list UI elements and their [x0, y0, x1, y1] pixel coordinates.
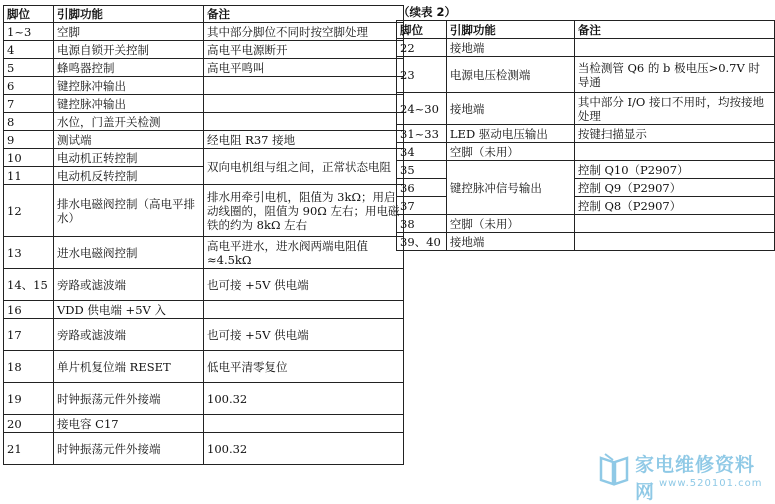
pin-cell: 36 — [397, 179, 447, 197]
function-cell: 接地端 — [446, 93, 574, 125]
note-cell: 低电平清零复位 — [204, 351, 404, 383]
note-cell: 高电平电源断开 — [204, 41, 404, 59]
function-cell: 电源电压检测端 — [446, 57, 574, 93]
table-row — [4, 149, 404, 167]
note-cell: 其中部分脚位不同时按空脚处理 — [204, 23, 404, 41]
function-cell: 键控脉冲输出 — [54, 77, 204, 95]
header-note: 备注 — [204, 6, 404, 23]
pin-cell: 14、15 — [4, 269, 54, 301]
header-function: 引脚功能 — [446, 21, 574, 39]
note-cell — [204, 113, 404, 131]
function-cell: 排水电磁阀控制（高电平排水） — [54, 185, 204, 237]
note-cell: 100.32 — [204, 383, 404, 415]
function-cell: 时钟振荡元件外接端 — [54, 383, 204, 415]
pin-cell: 23 — [397, 57, 447, 93]
pin-cell: 12 — [4, 185, 54, 237]
site-watermark — [599, 448, 769, 503]
pin-cell: 22 — [397, 39, 447, 57]
note-cell — [574, 215, 774, 233]
table-row — [4, 433, 404, 465]
table-row — [4, 113, 404, 131]
pin-cell: 35 — [397, 161, 447, 179]
table-row — [4, 269, 404, 301]
note-cell: 按键扫描显示 — [574, 125, 774, 143]
pin-function-table-left — [3, 5, 404, 465]
pin-cell: 21 — [4, 433, 54, 465]
table-row — [4, 77, 404, 95]
pin-cell: 8 — [4, 113, 54, 131]
function-cell: VDD 供电端 +5V 入 — [54, 301, 204, 319]
note-cell — [574, 39, 774, 57]
pin-cell: 24~30 — [397, 93, 447, 125]
function-cell: 单片机复位端 RESET — [54, 351, 204, 383]
function-cell: 空脚（未用） — [446, 215, 574, 233]
function-cell: 旁路或滤波端 — [54, 319, 204, 351]
note-cell: 控制 Q10（P2907） — [574, 161, 774, 179]
function-cell: 键控脉冲信号输出 — [446, 161, 574, 215]
function-cell: 蜂鸣器控制 — [54, 59, 204, 77]
continued-table-label: （续表 2） — [398, 5, 457, 19]
function-cell: 测试端 — [54, 131, 204, 149]
header-function: 引脚功能 — [54, 6, 204, 23]
table-row — [4, 383, 404, 415]
pin-cell: 13 — [4, 237, 54, 269]
note-cell: 100.32 — [204, 433, 404, 465]
pin-cell: 4 — [4, 41, 54, 59]
table-row — [4, 185, 404, 237]
note-cell: 控制 Q9（P2907） — [574, 179, 774, 197]
table-header-row — [4, 6, 404, 23]
function-cell: 键控脉冲输出 — [54, 95, 204, 113]
note-cell — [204, 95, 404, 113]
note-cell: 也可接 +5V 供电端 — [204, 319, 404, 351]
note-cell: 也可接 +5V 供电端 — [204, 269, 404, 301]
note-cell — [204, 77, 404, 95]
pin-function-table-right — [396, 20, 775, 251]
note-cell — [574, 233, 774, 251]
table-row — [397, 57, 775, 93]
pin-cell: 37 — [397, 197, 447, 215]
note-cell: 经电阻 R37 接地 — [204, 131, 404, 149]
function-cell: 电源自锁开关控制 — [54, 41, 204, 59]
note-cell: 当检测管 Q6 的 b 极电压>0.7V 时导通 — [574, 57, 774, 93]
function-cell: 水位，门盖开关检测 — [54, 113, 204, 131]
table-row — [4, 415, 404, 433]
watermark-site-name: 家电维修资料网 — [635, 454, 756, 503]
function-cell: 进水电磁阀控制 — [54, 237, 204, 269]
table-row — [397, 93, 775, 125]
pin-cell: 5 — [4, 59, 54, 77]
table-row — [4, 319, 404, 351]
note-cell: 其中部分 I/O 接口不用时，均按接地处理 — [574, 93, 774, 125]
table-row — [4, 95, 404, 113]
pin-cell: 18 — [4, 351, 54, 383]
table-row — [397, 233, 775, 251]
pin-cell: 17 — [4, 319, 54, 351]
pin-cell: 11 — [4, 167, 54, 185]
function-cell: LED 驱动电压输出 — [446, 125, 574, 143]
function-cell: 接地端 — [446, 233, 574, 251]
note-cell: 排水用牵引电机，阻值为 3kΩ；用启动线圈的，阻值为 90Ω 左右；用电磁铁的约为 8kΩ 左右 — [204, 185, 404, 237]
function-cell: 时钟振荡元件外接端 — [54, 433, 204, 465]
pin-cell: 7 — [4, 95, 54, 113]
table-row — [397, 125, 775, 143]
table-row — [4, 237, 404, 269]
note-cell: 控制 Q8（P2907） — [574, 197, 774, 215]
function-cell: 旁路或滤波端 — [54, 269, 204, 301]
note-cell — [204, 301, 404, 319]
note-cell — [574, 143, 774, 161]
pin-cell: 16 — [4, 301, 54, 319]
pin-cell: 34 — [397, 143, 447, 161]
table-row — [397, 39, 775, 57]
table-row — [397, 143, 775, 161]
function-cell: 空脚（未用） — [446, 143, 574, 161]
pin-cell: 20 — [4, 415, 54, 433]
table-row — [397, 215, 775, 233]
function-cell: 接地端 — [446, 39, 574, 57]
pin-cell: 39、40 — [397, 233, 447, 251]
table-row — [4, 59, 404, 77]
table-header-row — [397, 21, 775, 39]
pin-cell: 6 — [4, 77, 54, 95]
header-note: 备注 — [574, 21, 774, 39]
function-cell: 空脚 — [54, 23, 204, 41]
function-cell: 电动机反转控制 — [54, 167, 204, 185]
table-row — [397, 161, 775, 179]
table-row — [4, 351, 404, 383]
note-cell: 双向电机组与组之间，正常状态电阻 — [204, 149, 404, 185]
watermark-url: www.520101.com — [659, 478, 763, 489]
function-cell: 接电容 C17 — [54, 415, 204, 433]
note-cell: 高电平进水，进水阀两端电阻值≈4.5kΩ — [204, 237, 404, 269]
pin-cell: 31~33 — [397, 125, 447, 143]
table-row — [4, 41, 404, 59]
pin-cell: 38 — [397, 215, 447, 233]
header-pin: 脚位 — [4, 6, 54, 23]
note-cell — [204, 415, 404, 433]
table-row — [4, 301, 404, 319]
pin-cell: 10 — [4, 149, 54, 167]
pin-cell: 19 — [4, 383, 54, 415]
function-cell: 电动机正转控制 — [54, 149, 204, 167]
header-pin: 脚位 — [397, 21, 447, 39]
book-logo-icon — [599, 452, 629, 486]
pin-cell: 1~3 — [4, 23, 54, 41]
note-cell: 高电平鸣叫 — [204, 59, 404, 77]
pin-cell: 9 — [4, 131, 54, 149]
table-row — [4, 131, 404, 149]
table-row — [4, 23, 404, 41]
